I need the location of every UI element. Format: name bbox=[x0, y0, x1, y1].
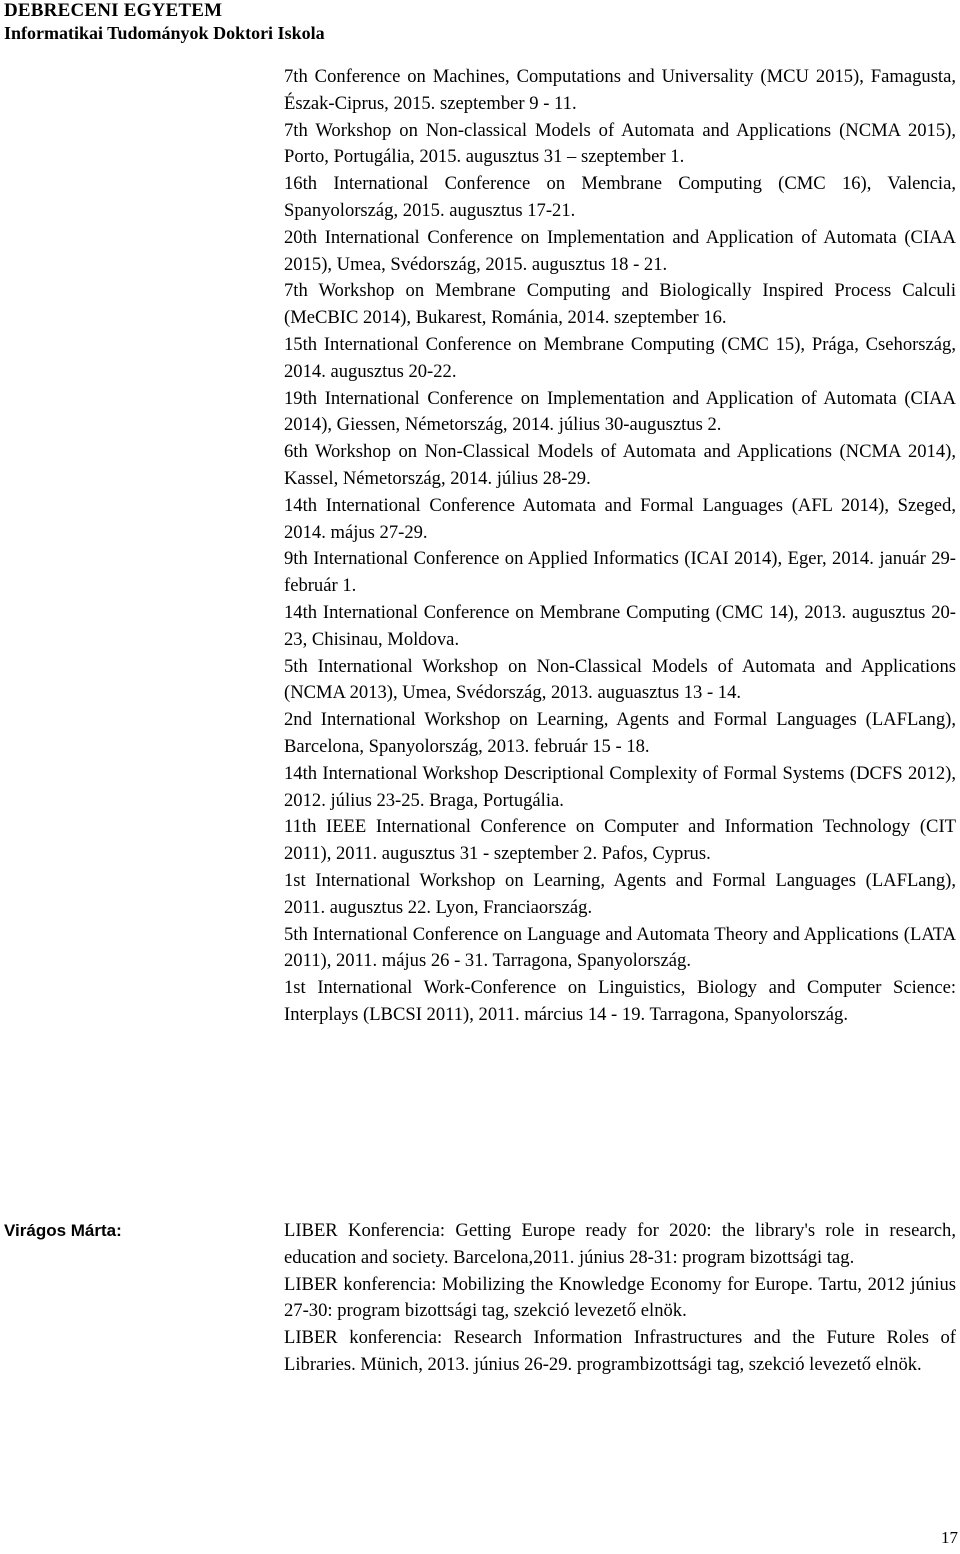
doctoral-school-name: Informatikai Tudományok Doktori Iskola bbox=[4, 23, 325, 43]
conference-entry: 7th Workshop on Non-classical Models of Automata and Applications (NCMA 2015), Porto, Portugália, 2015. augusztus 31 – szeptember 1. bbox=[284, 119, 956, 168]
document-header bbox=[4, 0, 604, 44]
committee-entry: LIBER Konferencia: Getting Europe ready for 2020: the library's role in research, education and society. Barcelona,2011. június 28-31: program bizottsági tag. bbox=[284, 1220, 956, 1268]
conference-entry: 14th International Workshop Descriptional Complexity of Formal Systems (DCFS 2012), 2012. július 23-25. Braga, Portugália. bbox=[284, 762, 956, 811]
conference-entry: 19th International Conference on Implementation and Application of Automata (CIAA 2014), Giessen, Németország, 2014. július 30-augusztus 2. bbox=[284, 387, 956, 436]
committee-entry: LIBER konferencia: Mobilizing the Knowledge Economy for Europe. Tartu, 2012 június 27-30: program bizottsági tag, szekció levezető elnök. bbox=[284, 1273, 956, 1322]
conference-entry: 9th International Conference on Applied Informatics (ICAI 2014), Eger, 2014. január 29-február 1. bbox=[284, 548, 956, 597]
conference-entry: 20th International Conference on Implementation and Application of Automata (CIAA 2015), Umea, Svédország, 2015. augusztus 18 - 21. bbox=[284, 226, 956, 275]
university-name: DEBRECENI EGYETEM bbox=[4, 0, 223, 21]
person-name: Virágos Márta: bbox=[4, 1221, 122, 1240]
conference-entry: 5th International Workshop on Non-Classical Models of Automata and Applications (NCMA 2013), Umea, Svédország, 2013. auguasztus 13 - 14. bbox=[284, 655, 956, 704]
conference-entry: 5th International Conference on Language and Automata Theory and Applications (LATA 2011), 2011. május 26 - 31. Tarragona, Spanyolország. bbox=[284, 923, 956, 972]
committee-entries bbox=[284, 1218, 956, 1379]
conference-entry: 14th International Conference Automata and Formal Languages (AFL 2014), Szeged, 2014. május 27-29. bbox=[284, 494, 956, 543]
conference-entry: 1st International Work-Conference on Linguistics, Biology and Computer Science: Interplays (LBCSI 2011), 2011. március 14 - 19. Tarragona, Spanyolország. bbox=[284, 977, 956, 1025]
conference-entries bbox=[284, 64, 956, 1029]
conference-entry: 14th International Conference on Membrane Computing (CMC 14), 2013. augusztus 20-23, Chisinau, Moldova. bbox=[284, 601, 956, 650]
conference-entry: 11th IEEE International Conference on Computer and Information Technology (CIT 2011), 2011. augusztus 31 - szeptember 2. Pafos, Cyprus. bbox=[284, 816, 956, 865]
conference-entry: 6th Workshop on Non-Classical Models of Automata and Applications (NCMA 2014), Kassel, Németország, 2014. július 28-29. bbox=[284, 441, 956, 489]
conference-entry: 15th International Conference on Membrane Computing (CMC 15), Prága, Csehország, 2014. augusztus 20-22. bbox=[284, 333, 956, 382]
conference-entry: 1st International Workshop on Learning, Agents and Formal Languages (LAFLang), 2011. augusztus 22. Lyon, Franciaország. bbox=[284, 869, 956, 918]
committee-entry: LIBER konferencia: Research Information Infrastructures and the Future Roles of Libraries. Münich, 2013. június 26-29. programbizottsági tag, szekció levezető elnök. bbox=[284, 1327, 956, 1375]
conference-entry: 7th Conference on Machines, Computations and Universality (MCU 2015), Famagusta, Észak-Ciprus, 2015. szeptember 9 - 11. bbox=[284, 66, 956, 114]
conference-entry: 2nd International Workshop on Learning, Agents and Formal Languages (LAFLang), Barcelona, Spanyolország, 2013. február 15 - 18. bbox=[284, 709, 956, 757]
conference-entry: 7th Workshop on Membrane Computing and Biologically Inspired Process Calculi (MeCBIC 2014), Bukarest, Románia, 2014. szeptember 16. bbox=[284, 280, 956, 329]
page-number: 17 bbox=[941, 1528, 958, 1547]
conference-entry: 16th International Conference on Membrane Computing (CMC 16), Valencia, Spanyolország, 2015. augusztus 17-21. bbox=[284, 173, 956, 221]
